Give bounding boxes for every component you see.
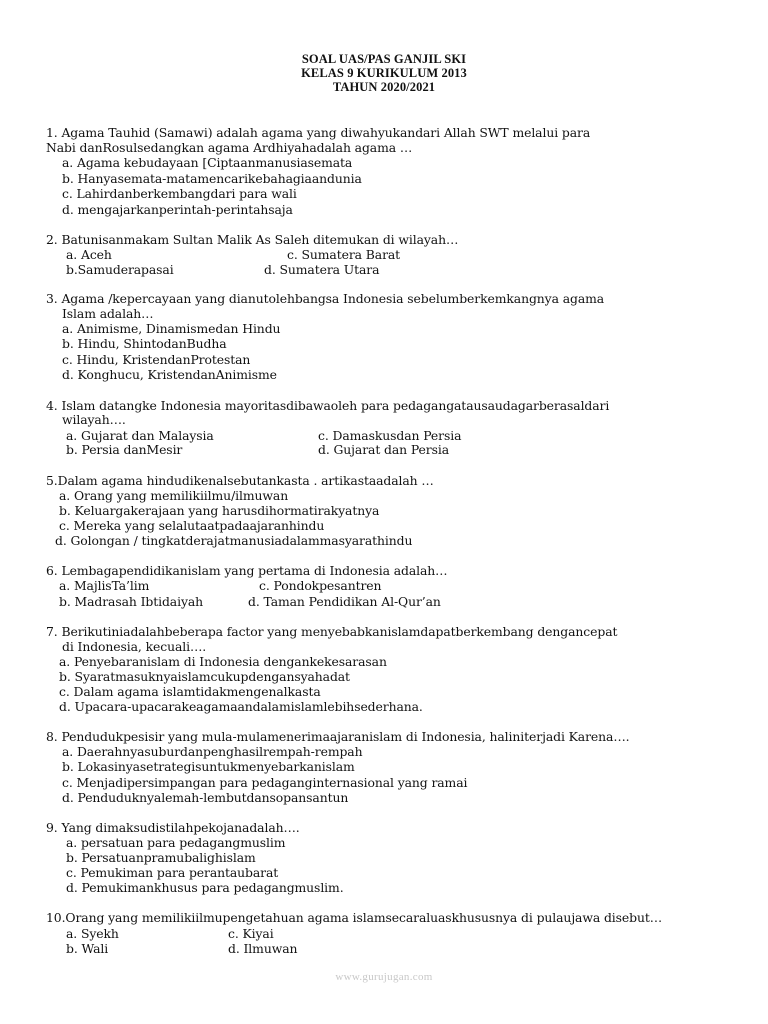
question-10-stem: 10.Orang yang memilikiilmupengetahuan agama islamsecaraluaskhususnya di pulaujawa disebut…	[46, 910, 663, 925]
question-10-option-a: a. Syekh	[66, 926, 119, 941]
question-4-option-b: b. Persia danMesir	[66, 442, 183, 457]
question-9-option-a: a. persatuan para pedagangmuslim	[66, 835, 286, 850]
question-3-stem: 3. Agama /kepercayaan yang dianutolehbangsa Indonesia sebelumberkemkangnya agama	[46, 291, 605, 306]
question-2-option-c: c. Sumatera Barat	[287, 247, 401, 262]
question-8-option-c: c. Menjadipersimpangan para pedaganginternasional yang ramai	[62, 775, 468, 790]
question-7-option-a: a. Penyebaranislam di Indonesia dengankekesarasan	[59, 654, 387, 669]
question-7-option-b: b. Syaratmasuknyaislamcukupdengansyahadat	[59, 669, 350, 684]
question-4-option-d: d. Gujarat dan Persia	[318, 442, 450, 457]
document-title: SOAL UAS/PAS GANJIL SKI	[301, 52, 467, 66]
question-6-option-d: d. Taman Pendidikan Al-Qur’an	[248, 594, 441, 609]
watermark: www.gurujugan.com	[335, 971, 433, 983]
question-3-option-d: d. Konghucu, KristendanAnimisme	[62, 367, 277, 382]
question-10-option-d: d. Ilmuwan	[228, 941, 298, 956]
question-9-option-d: d. Pemukimankhusus para pedagangmuslim.	[66, 880, 344, 895]
question-10-option-b: b. Wali	[66, 941, 109, 956]
question-5-option-d: d. Golongan / tingkatderajatmanusiadalammasyarathindu	[55, 533, 413, 548]
question-6-option-b: b. Madrasah Ibtidaiyah	[59, 594, 204, 609]
question-6-option-c: c. Pondokpesantren	[259, 578, 382, 593]
question-3-option-b: b. Hindu, ShintodanBudha	[62, 336, 227, 351]
question-4-stem-cont: wilayah….	[62, 412, 126, 427]
question-3-stem-cont: Islam adalah…	[62, 306, 154, 321]
question-1-option-c: c. Lahirdanberkembangdari para wali	[62, 186, 297, 201]
question-4-option-c: c. Damaskusdan Persia	[318, 428, 462, 443]
question-9-option-c: c. Pemukiman para perantaubarat	[66, 865, 279, 880]
question-10-option-c: c. Kiyai	[228, 926, 274, 941]
question-2-option-b: b.Samuderapasai	[66, 262, 174, 277]
question-7-option-c: c. Dalam agama islamtidakmengenalkasta	[59, 684, 321, 699]
document-year-line: TAHUN 2020/2021	[332, 80, 436, 94]
question-3-option-a: a. Animisme, Dinamismedan Hindu	[62, 321, 281, 336]
question-3-option-c: c. Hindu, KristendanProtestan	[62, 352, 251, 367]
question-1-option-d: d. mengajarkanperintah-perintahsaja	[62, 202, 293, 217]
question-9-option-b: b. Persatuanpramubalighislam	[66, 850, 256, 865]
question-5-option-a: a. Orang yang memilikiilmu/ilmuwan	[59, 488, 289, 503]
question-1-option-a: a. Agama kebudayaan [Ciptaanmanusiasemata	[62, 155, 353, 170]
question-2-option-a: a. Aceh	[66, 247, 112, 262]
question-4-option-a: a. Gujarat dan Malaysia	[66, 428, 214, 443]
question-5-stem: 5.Dalam agama hindudikenalsebutankasta . artikastaadalah …	[46, 473, 434, 488]
question-2-stem: 2. Batunisanmakam Sultan Malik As Saleh ditemukan di wilayah…	[46, 232, 459, 247]
document-class-line: KELAS 9 KURIKULUM 2013	[301, 66, 467, 80]
question-4-stem: 4. Islam datangke Indonesia mayoritasdibawaoleh para pedagangatausaudagarberasaldari	[46, 398, 610, 413]
question-8-stem: 8. Pendudukpesisir yang mula-mulamenerimaajaranislam di Indonesia, haliniterjadi Karena….	[46, 729, 630, 744]
question-8-option-b: b. Lokasinyasetrategisuntukmenyebarkanislam	[62, 759, 355, 774]
question-6-stem: 6. Lembagapendidikanislam yang pertama di Indonesia adalah…	[46, 563, 448, 578]
question-7-option-d: d. Upacara-upacarakeagamaandalamislamlebihsederhana.	[59, 699, 423, 714]
question-7-stem: 7. Berikutiniadalahbeberapa factor yang menyebabkanislamdapatberkembang dengancepat	[46, 624, 618, 639]
question-5-option-b: b. Keluargakerajaan yang harusdihormatirakyatnya	[59, 503, 380, 518]
question-1-option-b: b. Hanyasemata-matamencarikebahagiaandunia	[62, 171, 362, 186]
question-9-stem: 9. Yang dimaksudistilahpekojanadalah….	[46, 820, 300, 835]
question-6-option-a: a. MajlisTa’lim	[59, 578, 150, 593]
question-1-stem: 1. Agama Tauhid (Samawi) adalah agama yang diwahyukandari Allah SWT melalui para	[46, 125, 591, 140]
question-1-stem-cont: Nabi danRosulsedangkan agama Ardhiyahadalah agama …	[46, 140, 413, 155]
question-7-stem-cont: di Indonesia, kecuali….	[62, 639, 207, 654]
question-8-option-a: a. Daerahnyasuburdanpenghasilrempah-rempah	[62, 744, 363, 759]
question-8-option-d: d. Penduduknyalemah-lembutdansopansantun	[62, 790, 349, 805]
question-5-option-c: c. Mereka yang selalutaatpadaajaranhindu	[59, 518, 325, 533]
question-2-option-d: d. Sumatera Utara	[264, 262, 380, 277]
